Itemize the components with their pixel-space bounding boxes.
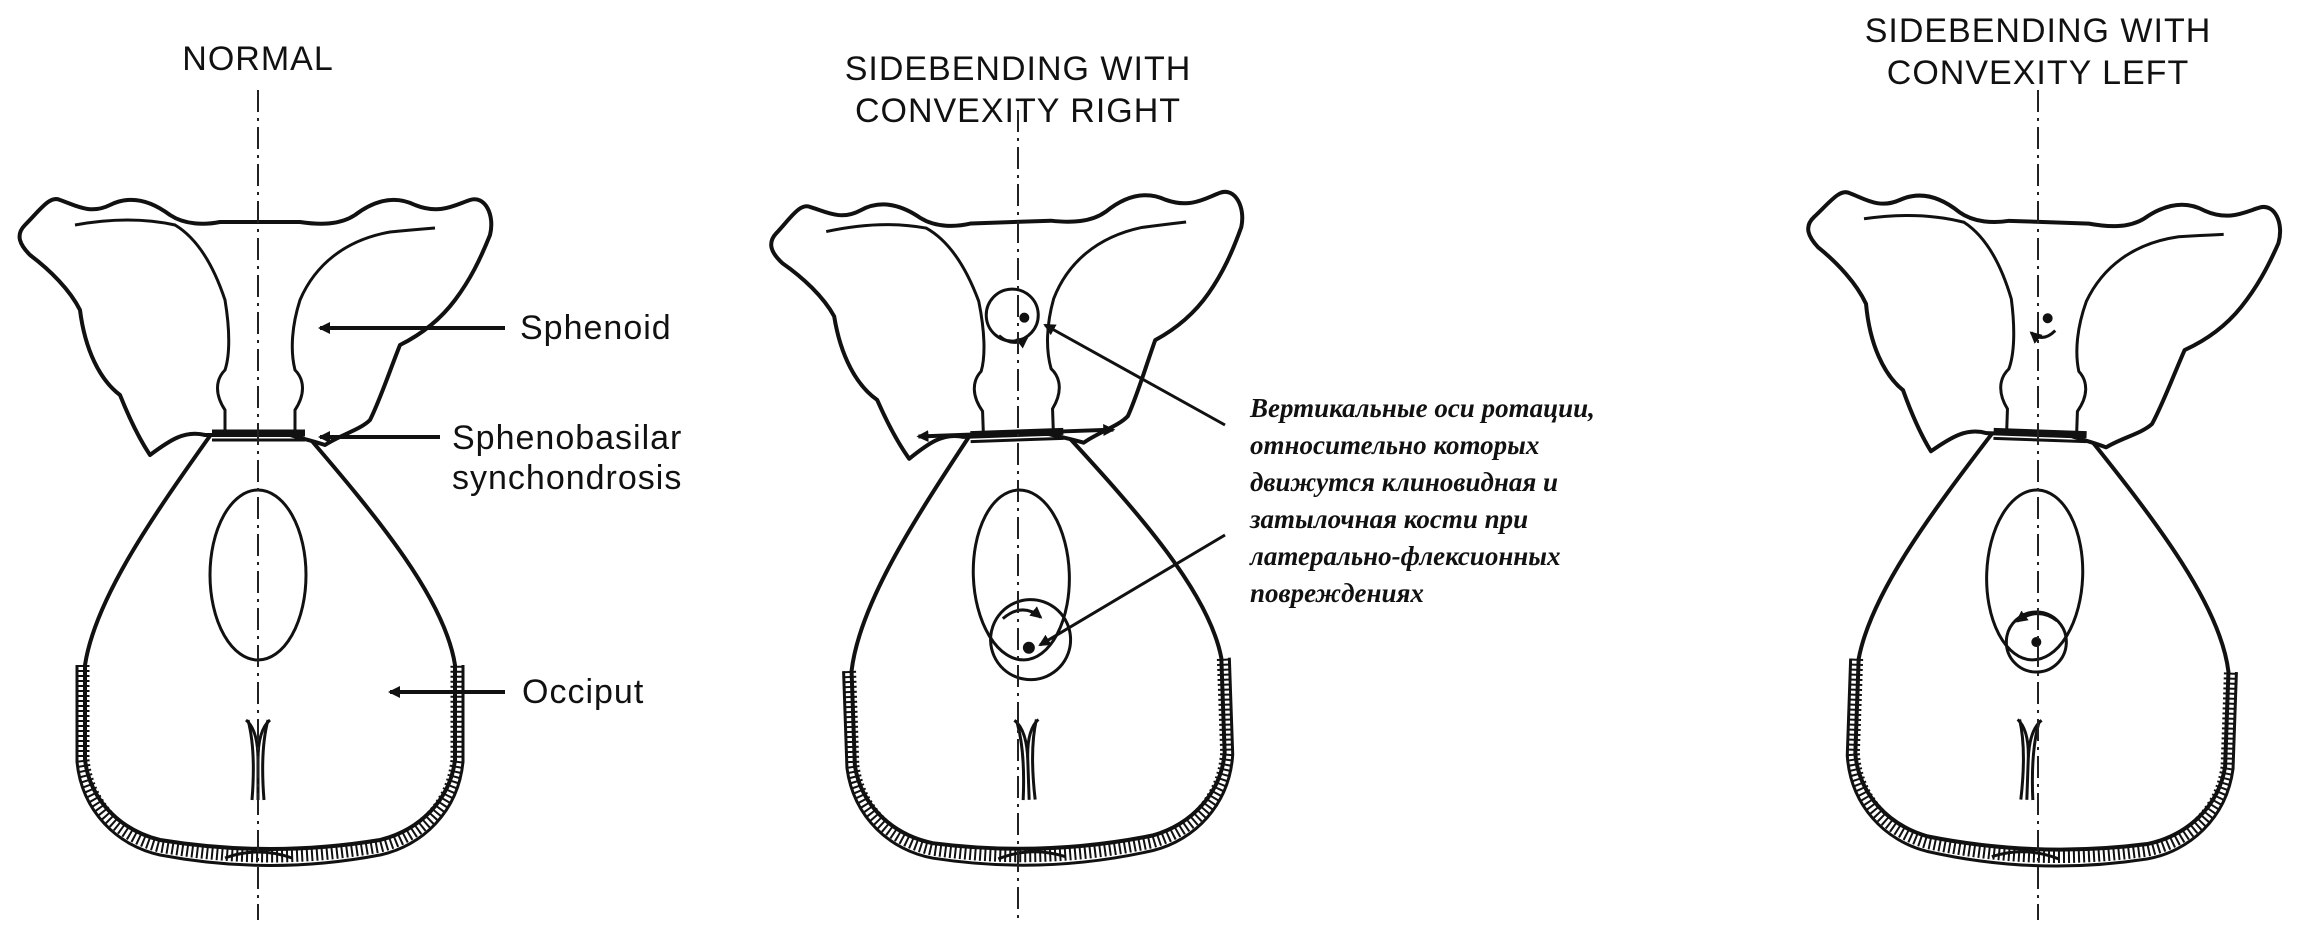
skull-normal — [20, 199, 492, 865]
annotation-rotation-axes-ru: Вертикальные оси ротации, относительно которых движутся клиновидная и затылочная кости при латерально-флексионных повреждениях — [1250, 393, 1595, 608]
skull-convexity-left — [1786, 191, 2281, 874]
label-sphenoid: Sphenoid — [520, 309, 672, 347]
panel-title-normal: NORMAL — [182, 40, 334, 78]
label-sphenobasilar-synchondrosis: Sphenobasilar synchondrosis — [452, 419, 683, 497]
label-occiput: Occiput — [522, 673, 645, 711]
panel-title-convexity-left: SIDEBENDING WITH CONVEXITY LEFT — [1864, 12, 2212, 92]
panel-title-convexity-right: SIDEBENDING WITH CONVEXITY RIGHT — [844, 50, 1192, 130]
